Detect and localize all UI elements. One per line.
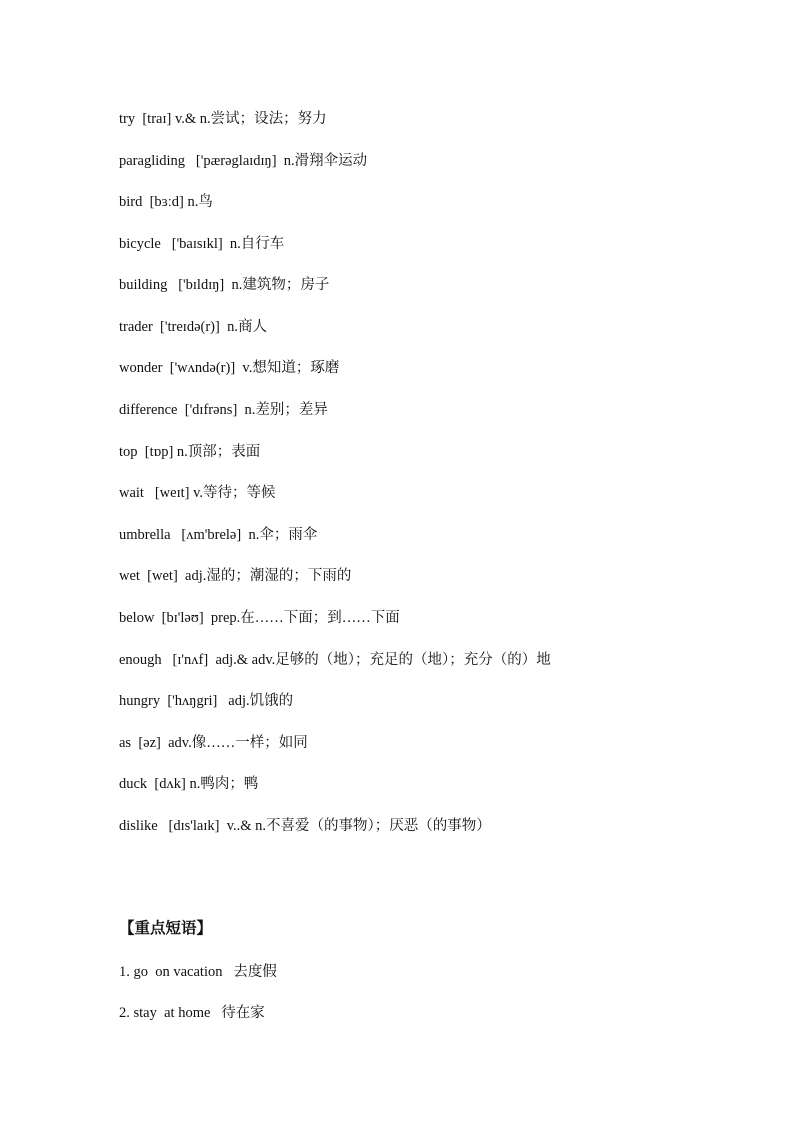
vocab-entry-paragliding: paragliding ['pærəglaɪdɪŋ] n.滑翔伞运动 — [119, 153, 368, 169]
vocab-entry-umbrella: umbrella [ʌm'brelə] n.伞；雨伞 — [119, 527, 318, 543]
vocab-entry-as: as [əz] adv.像……一样；如同 — [119, 735, 308, 751]
vocab-entry-wet: wet [wet] adj.湿的；潮湿的；下雨的 — [119, 568, 352, 584]
vocab-entry-wait: wait [weɪt] v.等待；等候 — [119, 485, 276, 501]
vocab-entry-dislike: dislike [dɪs'laɪk] v..& n.不喜爱（的事物）；厌恶（的事物） — [119, 818, 491, 834]
vocab-entry-bicycle: bicycle ['baɪsɪkl] n.自行车 — [119, 236, 285, 252]
phrases-heading: 【重点短语】 — [119, 920, 213, 937]
vocab-entry-try: try [traɪ] v.& n.尝试；设法；努力 — [119, 111, 327, 127]
vocab-entry-below: below [bɪ'ləʊ] prep.在……下面；到……下面 — [119, 610, 400, 626]
vocab-entry-wonder: wonder ['wʌndə(r)] v.想知道；琢磨 — [119, 360, 340, 376]
phrase-item-1: 1. go on vacation 去度假 — [119, 964, 277, 980]
vocab-entry-top: top [tɒp] n.顶部；表面 — [119, 444, 261, 460]
vocab-entry-building: building ['bɪldɪŋ] n.建筑物；房子 — [119, 277, 330, 293]
vocab-entry-enough: enough [ɪ'nʌf] adj.& adv.足够的（地）；充足的（地）；充分（的）地 — [119, 652, 551, 668]
vocab-entry-duck: duck [dʌk] n.鸭肉；鸭 — [119, 776, 259, 792]
vocab-entry-trader: trader ['treɪdə(r)] n.商人 — [119, 319, 267, 335]
phrase-item-2: 2. stay at home 待在家 — [119, 1005, 265, 1021]
vocab-entry-hungry: hungry ['hʌŋgri] adj.饥饿的 — [119, 693, 294, 709]
vocab-entry-difference: difference ['dɪfrəns] n.差别；差异 — [119, 402, 328, 418]
vocab-entry-bird: bird [bɜːd] n.鸟 — [119, 194, 213, 210]
